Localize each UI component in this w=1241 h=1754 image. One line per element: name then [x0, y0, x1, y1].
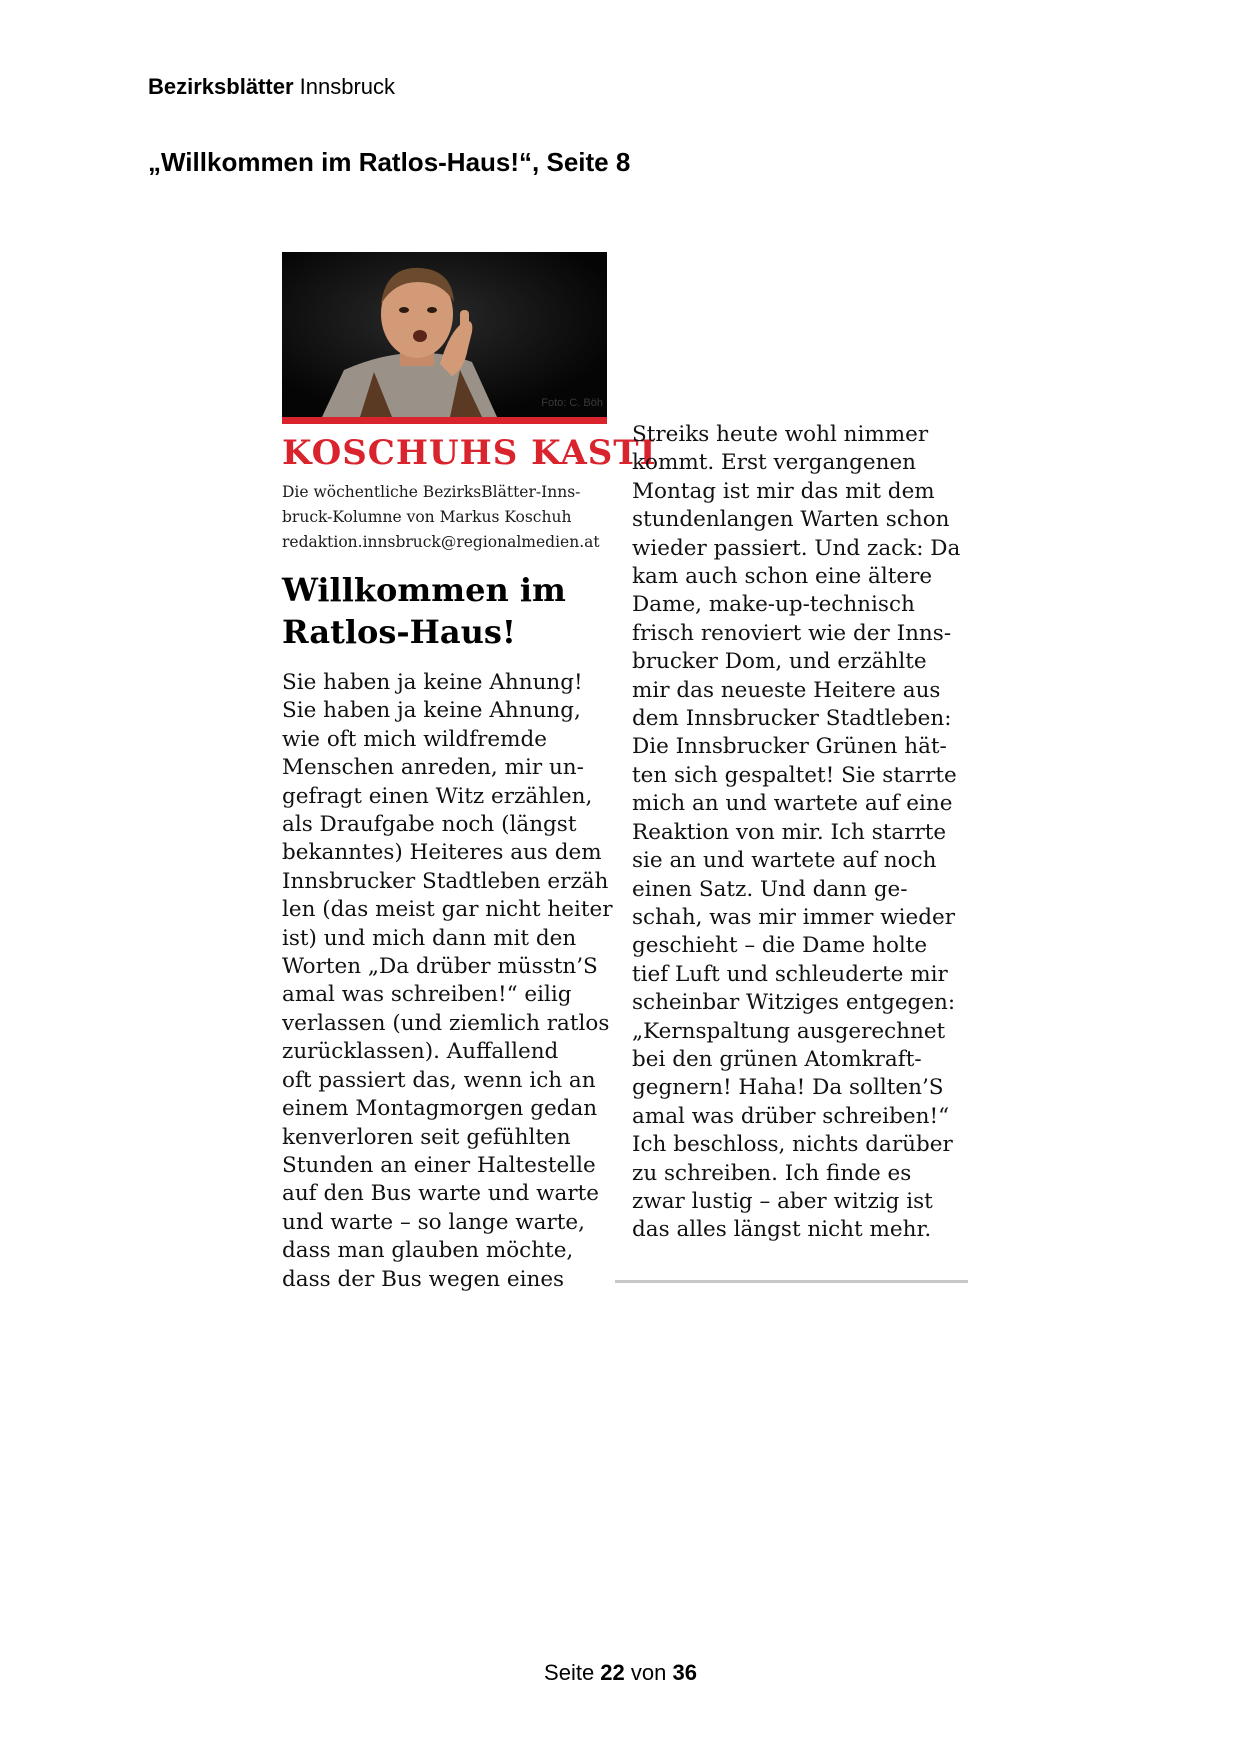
- body-text-line: Ich beschloss, nichts darüber: [632, 1132, 953, 1158]
- column-description-line: bruck-Kolumne von Markus Koschuh: [282, 508, 572, 526]
- body-text-line: wie oft mich wildfremde: [282, 726, 547, 752]
- page-number: 22: [600, 1660, 625, 1685]
- body-text-line: „Kernspaltung ausgerechnet: [632, 1018, 946, 1044]
- publication-name: Bezirksblätter: [148, 74, 294, 99]
- article-body-left: [282, 669, 613, 1294]
- body-text-line: gefragt einen Witz erzählen,: [282, 783, 593, 809]
- body-text-line: Sie haben ja keine Ahnung,: [282, 698, 581, 724]
- column-name: KOSCHUHS KASTI: [282, 433, 657, 473]
- body-text-line: ten sich gespaltet! Sie starrte: [632, 762, 957, 788]
- body-text-line: mich an und wartete auf eine: [632, 791, 953, 817]
- body-text-line: len (das meist gar nicht heiter: [282, 897, 613, 923]
- headline-line: Willkommen im: [282, 571, 566, 609]
- body-text-line: Stunden an einer Haltestelle: [282, 1152, 596, 1178]
- body-text-line: und warte – so lange warte,: [282, 1209, 585, 1235]
- body-text-line: verlassen (und ziemlich ratlos: [282, 1010, 610, 1036]
- body-text-line: amal was drüber schreiben!“: [632, 1103, 950, 1129]
- body-text-line: dass der Bus wegen eines: [282, 1266, 565, 1292]
- body-text-line: zu schreiben. Ich finde es: [632, 1160, 912, 1186]
- body-text-line: amal was schreiben!“ eilig: [282, 982, 572, 1008]
- author-photo-illustration: [282, 252, 607, 417]
- body-text-line: als Draufgabe noch (längst: [282, 812, 577, 838]
- author-photo: [282, 252, 607, 417]
- column-end-rule: [615, 1280, 968, 1283]
- publication-region: Innsbruck: [293, 74, 396, 99]
- body-text-line: dem Innsbrucker Stadtleben:: [632, 706, 952, 732]
- body-text-line: scheinbar Witziges entgegen:: [632, 990, 956, 1016]
- body-text-line: Dame, make-up-technisch: [632, 592, 915, 618]
- body-text-line: gegnern! Haha! Da sollten’S: [632, 1075, 944, 1101]
- article-right-column: [632, 417, 968, 1277]
- body-text-line: Innsbrucker Stadtleben erzäh: [282, 868, 609, 894]
- body-text-line: mir das neueste Heitere aus: [632, 677, 941, 703]
- body-text-line: Worten „Da drüber müsstn’S: [282, 954, 598, 980]
- body-text-line: Sie haben ja keine Ahnung!: [282, 670, 583, 695]
- body-text-line: Die Innsbrucker Grünen hät-: [632, 734, 947, 760]
- page-total: 36: [672, 1660, 697, 1685]
- body-text-line: stundenlangen Warten schon: [632, 507, 950, 533]
- body-text-line: Streiks heute wohl nimmer: [632, 422, 929, 447]
- body-text-line: wieder passiert. Und zack: Da: [632, 535, 961, 561]
- body-text-line: dass man glauben möchte,: [282, 1238, 574, 1264]
- body-text-line: kommt. Erst vergangenen: [632, 450, 917, 476]
- body-text-line: brucker Dom, und erzählte: [632, 649, 927, 675]
- body-text-line: bei den grünen Atomkraft-: [632, 1046, 922, 1072]
- body-text-line: kam auch schon eine ältere: [632, 564, 933, 590]
- document-title: „Willkommen im Ratlos-Haus!“, Seite 8: [148, 147, 631, 177]
- column-email: redaktion.innsbruck@regionalmedien.at: [282, 533, 600, 551]
- body-text-line: einen Satz. Und dann ge-: [632, 876, 908, 902]
- red-divider: [282, 417, 607, 424]
- photo-credit: Foto: C. Böh: [541, 397, 603, 409]
- body-text-line: tief Luft und schleuderte mir: [632, 961, 948, 987]
- body-text-line: geschieht – die Dame holte: [632, 933, 928, 959]
- body-text-line: zurücklassen). Auffallend: [282, 1039, 559, 1065]
- newspaper-clipping: [282, 252, 968, 1292]
- body-text-line: zwar lustig – aber witzig ist: [632, 1188, 933, 1214]
- article-headline: [282, 569, 607, 653]
- body-text-line: Menschen anreden, mir un-: [282, 755, 584, 781]
- body-text-line: frisch renoviert wie der Inns-: [632, 620, 952, 646]
- page-separator: von: [624, 1660, 673, 1685]
- body-text-line: auf den Bus warte und warte: [282, 1181, 599, 1207]
- article-body-right: [632, 417, 968, 1245]
- page-footer: [0, 1660, 1241, 1686]
- column-description: [282, 480, 607, 555]
- body-text-line: kenverloren seit gefühlten: [282, 1124, 571, 1150]
- headline-line: Ratlos-Haus!: [282, 613, 516, 651]
- article-left-column: [282, 424, 657, 1292]
- publication-header: [148, 74, 395, 100]
- body-text-line: Reaktion von mir. Ich starrte: [632, 819, 947, 845]
- body-text-line: das alles längst nicht mehr.: [632, 1217, 932, 1243]
- body-text-line: schah, was mir immer wieder: [632, 904, 955, 930]
- page-label: Seite: [544, 1660, 601, 1685]
- column-description-line: Die wöchentliche BezirksBlätter-Inns-: [282, 483, 581, 501]
- body-text-line: ist) und mich dann mit den: [282, 925, 577, 951]
- body-text-line: bekanntes) Heiteres aus dem: [282, 840, 602, 866]
- body-text-line: einem Montagmorgen gedan: [282, 1096, 598, 1122]
- body-text-line: oft passiert das, wenn ich an: [282, 1067, 596, 1093]
- body-text-line: Montag ist mir das mit dem: [632, 478, 935, 504]
- body-text-line: sie an und wartete auf noch: [632, 848, 937, 874]
